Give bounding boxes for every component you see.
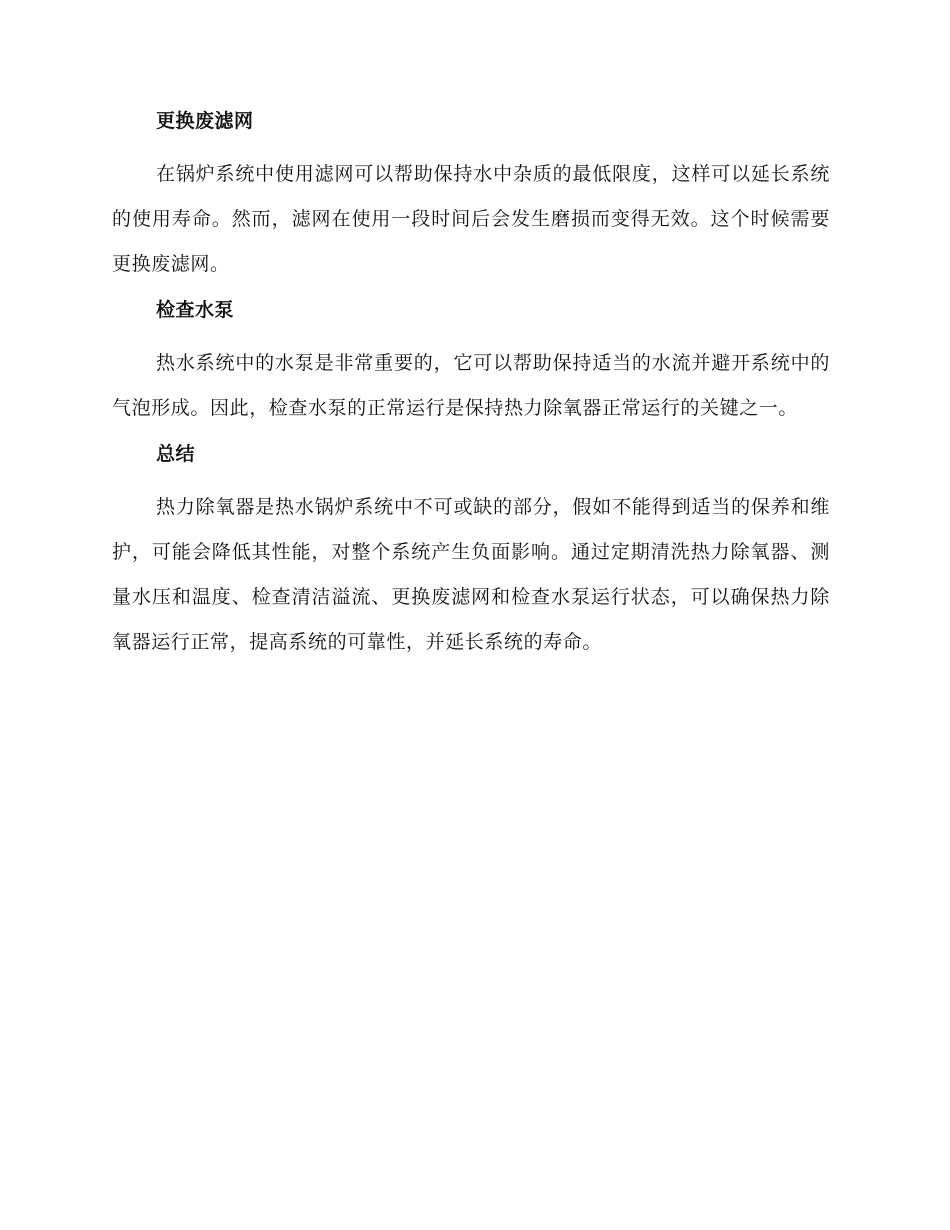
- section-paragraph: 在锅炉系统中使用滤网可以帮助保持水中杂质的最低限度，这样可以延长系统的使用寿命。然而，滤网在使用一段时间后会发生磨损而变得无效。这个时候需要更换废滤网。: [112, 163, 830, 275]
- section-heading: 检查水泵: [156, 299, 235, 321]
- section-paragraph: 热水系统中的水泵是非常重要的，它可以帮助保持适当的水流并避开系统中的气泡形成。因此，检查水泵的正常运行是保持热力除氧器正常运行的关键之一。: [112, 352, 830, 419]
- section-summary: [112, 441, 830, 665]
- section-heading: 总结: [156, 443, 196, 465]
- section-check-pump: [112, 297, 830, 431]
- section-paragraph: 热力除氧器是热水锅炉系统中不可或缺的部分，假如不能得到适当的保养和维护，可能会降低其性能，对整个系统产生负面影响。通过定期清洗热力除氧器、测量水压和温度、检查清洁溢流、更换废滤网和检查水泵运行状态，可以确保热力除氧器运行正常，提高系统的可靠性，并延长系统的寿命。: [112, 496, 830, 653]
- document-body: [112, 108, 830, 675]
- section-replace-filter: [112, 108, 830, 287]
- section-heading: 更换废滤网: [156, 110, 254, 132]
